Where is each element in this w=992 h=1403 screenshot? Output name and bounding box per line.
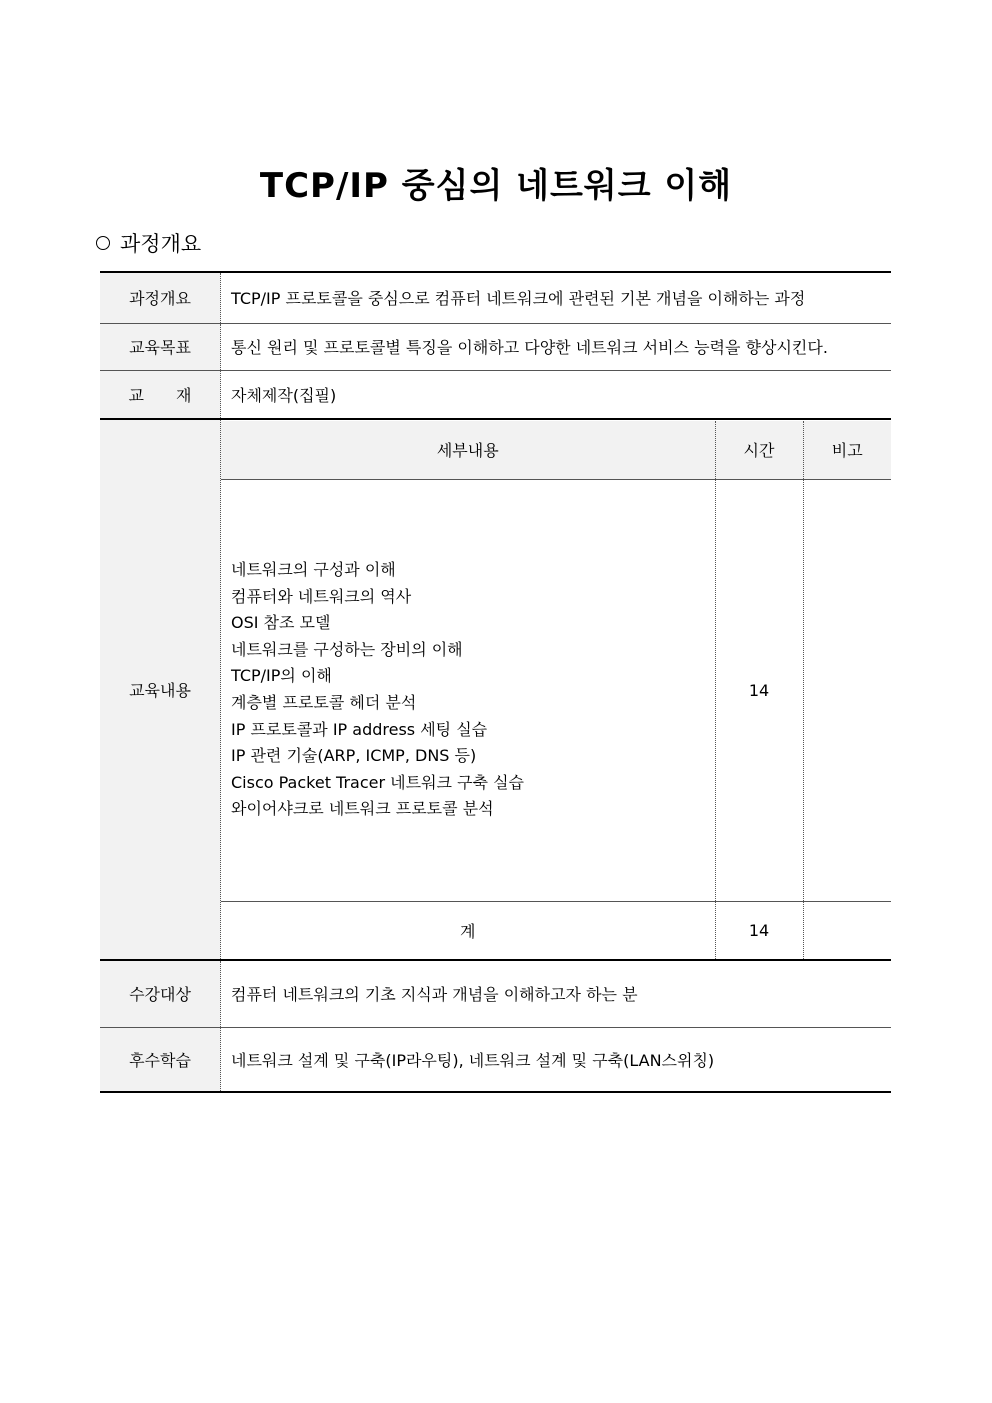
content-subtable [221, 421, 891, 959]
label-textbook: 교 재 [100, 370, 221, 419]
row-overview [100, 272, 891, 323]
content-item: Cisco Packet Tracer 네트워크 구축 실습 [231, 772, 524, 792]
content-item: IP 프로토콜과 IP address 세팅 실습 [231, 719, 488, 739]
course-table [100, 271, 891, 1093]
content-item: 네트워크를 구성하는 장비의 이해 [231, 639, 463, 659]
total-note [803, 901, 891, 959]
row-goal [100, 323, 891, 370]
label-target: 수강대상 [100, 960, 221, 1027]
content-hours: 14 [715, 479, 803, 901]
content-header-row [221, 421, 891, 480]
content-item: OSI 참조 모델 [231, 613, 331, 633]
total-hours: 14 [715, 901, 803, 959]
content-note [803, 479, 891, 901]
value-overview: TCP/IP 프로토콜을 중심으로 컴퓨터 네트워크에 관련된 기본 개념을 이해하는 과정 [221, 272, 892, 323]
label-content: 교육내용 [100, 419, 221, 960]
label-followup: 후수학습 [100, 1027, 221, 1092]
section-title: 과정개요 [120, 232, 202, 256]
content-item: TCP/IP의 이해 [231, 666, 332, 686]
content-item: 와이어샤크로 네트워크 프로토콜 분석 [231, 799, 494, 819]
header-note: 비고 [803, 421, 891, 480]
total-label: 계 [221, 901, 715, 959]
value-followup: 네트워크 설계 및 구축(IP라우팅), 네트워크 설계 및 구축(LAN스위칭) [221, 1027, 892, 1092]
value-target: 컴퓨터 네트워크의 기초 지식과 개념을 이해하고자 하는 분 [221, 960, 892, 1027]
content-item: IP 관련 기술(ARP, ICMP, DNS 등) [231, 746, 477, 766]
label-overview: 과정개요 [100, 272, 221, 323]
row-followup [100, 1027, 891, 1092]
header-time: 시간 [715, 421, 803, 480]
content-item: 컴퓨터와 네트워크의 역사 [231, 586, 412, 606]
circle-bullet-icon [96, 236, 110, 250]
content-item: 네트워크의 구성과 이해 [231, 560, 396, 580]
content-body-row [221, 479, 891, 901]
section-heading [96, 228, 201, 258]
row-textbook [100, 370, 891, 419]
page-title: TCP/IP 중심의 네트워크 이해 [259, 166, 733, 206]
content-list [221, 557, 715, 823]
value-textbook: 자체제작(집필) [221, 370, 892, 419]
label-goal: 교육목표 [100, 323, 221, 370]
content-item: 계층별 프로토콜 헤더 분석 [231, 693, 417, 712]
content-total-row [221, 901, 891, 959]
row-target [100, 960, 891, 1027]
row-content [100, 419, 891, 960]
header-detail: 세부내용 [221, 421, 715, 480]
value-goal: 통신 원리 및 프로토콜별 특징을 이해하고 다양한 네트워크 서비스 능력을 향상시킨다. [221, 323, 892, 370]
